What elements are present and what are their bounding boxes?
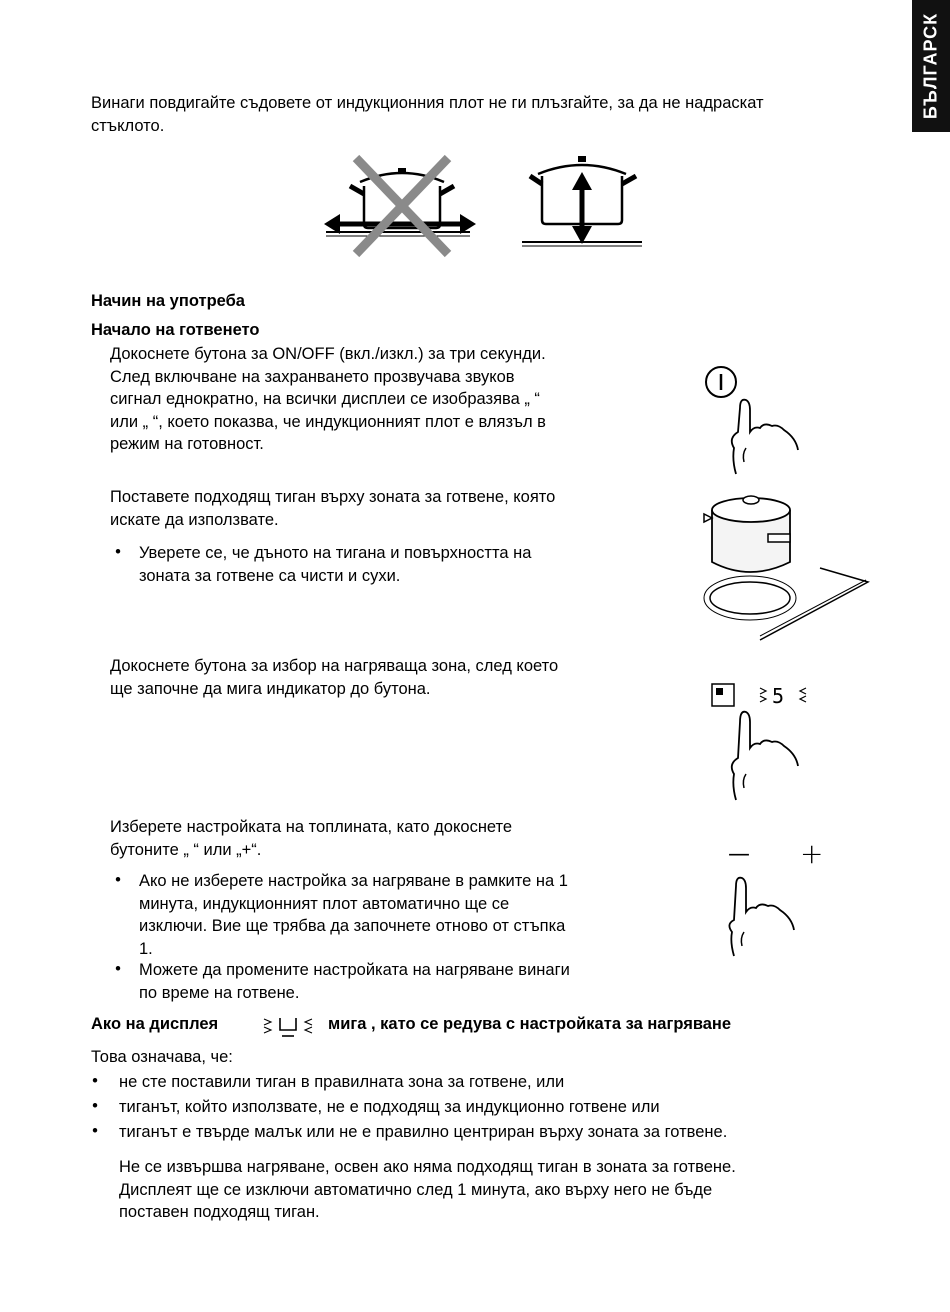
bullet-icon: • bbox=[92, 1097, 98, 1115]
step2-line: искате да използвате. bbox=[110, 510, 279, 529]
step4-bullet1-line: 1. bbox=[139, 939, 153, 958]
subsection-title: Начало на готвенето bbox=[91, 321, 260, 339]
bullet-icon: • bbox=[92, 1072, 98, 1090]
step2-bullet-line: Уверете се, че дъното на тигана и повърхността на bbox=[139, 544, 532, 562]
meaning-note-line: поставен подходящ тиган. bbox=[119, 1203, 320, 1221]
step3-line: ще започне да мига индикатор до бутона. bbox=[110, 679, 431, 698]
step2-line: Поставете подходящ тиган върху зоната за готвене, която bbox=[110, 488, 556, 506]
step4-bullet1-line: Ако не изберете настройка за нагряване в рамките на 1 bbox=[139, 872, 568, 890]
bullet-icon: • bbox=[92, 1122, 98, 1140]
step1-line: режим на готовност. bbox=[110, 435, 264, 453]
step3-text bbox=[110, 655, 558, 700]
step1-line: След включване на захранването прозвучава звуков bbox=[110, 367, 515, 386]
step4-bullet-1 bbox=[139, 870, 568, 960]
display-note-suffix: мига , като се редува с настройката за нагряване bbox=[328, 1015, 732, 1033]
plus-button-icon: + bbox=[800, 837, 824, 870]
step4-bullet1-line: изключи. Вие ще трябва да започнете отново от стъпка bbox=[139, 917, 566, 935]
meaning-note-line: Дисплеят ще се изключи автоматично след 1 минута, ако върху него не бъде bbox=[119, 1180, 713, 1199]
meaning-note-line: Не се извършва нагряване, освен ако няма подходящ тиган в зоната за готвене. bbox=[119, 1158, 736, 1176]
step4-bullet2-line: по време на готвене. bbox=[139, 983, 300, 1002]
step1-line: сигнал еднократно, на всички дисплеи се изобразява „ “ bbox=[110, 390, 540, 408]
language-tab bbox=[912, 0, 950, 132]
step1-line: или „ “, което показва, че индукционният плот е влязъл в bbox=[110, 412, 546, 431]
finger-touch-icon bbox=[722, 872, 812, 960]
meaning-intro: Това означава, че: bbox=[91, 1048, 233, 1066]
bullet-icon: • bbox=[115, 543, 121, 561]
step4-bullet2-line: Можете да промените настройката на нагряване винаги bbox=[139, 961, 570, 979]
pot-slide-forbidden-illustration bbox=[320, 150, 480, 260]
zone-select-touch-illustration bbox=[710, 678, 820, 804]
meaning-bullet: тиганът, който използвате, не е подходящ за индукционно готвене или bbox=[119, 1098, 660, 1116]
step2-text bbox=[110, 486, 555, 531]
step2-bullet bbox=[139, 542, 531, 587]
step4-text bbox=[110, 816, 512, 861]
step1-line: Докоснете бутона за ON/OFF (вкл./изкл.) за три секунди. bbox=[110, 345, 546, 363]
meaning-bullet: тиганът е твърде малък или не е правилно центриран върху зоната за готвене. bbox=[119, 1123, 728, 1141]
power-button-touch-illustration bbox=[700, 362, 810, 480]
section-title: Начин на употреба bbox=[91, 292, 245, 310]
pot-lift-illustration bbox=[520, 150, 650, 250]
step4-line: бутоните „ “ или „+“. bbox=[110, 840, 262, 859]
bullet-icon: • bbox=[115, 960, 121, 978]
intro-line-2: стъклото. bbox=[91, 117, 165, 135]
meaning-bullet: не сте поставили тиган в правилната зона за готвене, или bbox=[119, 1073, 565, 1091]
language-tab-label: БЪЛГАРСК bbox=[920, 12, 941, 120]
pot-on-zone-illustration bbox=[700, 490, 870, 650]
minus-button-icon: — bbox=[728, 842, 750, 867]
step4-bullet-2 bbox=[139, 959, 570, 1004]
meaning-note bbox=[119, 1156, 736, 1224]
step4-line: Изберете настройката на топлината, като докоснете bbox=[110, 818, 513, 836]
display-digit: 5 bbox=[772, 684, 785, 708]
step2-bullet-line: зоната за готвене са чисти и сухи. bbox=[139, 566, 401, 585]
intro-line-1: Винаги повдигайте съдовете от индукционния плот не ги плъзгайте, за да не надраскат bbox=[91, 94, 764, 112]
step1-text bbox=[110, 343, 546, 456]
bullet-icon: • bbox=[115, 871, 121, 889]
display-note-prefix: Ако на дисплея bbox=[91, 1015, 219, 1033]
no-pan-display-icon bbox=[260, 1014, 316, 1040]
step4-bullet1-line: минута, индукционният плот автоматично ще се bbox=[139, 894, 510, 913]
step3-line: Докоснете бутона за избор на нагряваща зона, след което bbox=[110, 657, 559, 675]
